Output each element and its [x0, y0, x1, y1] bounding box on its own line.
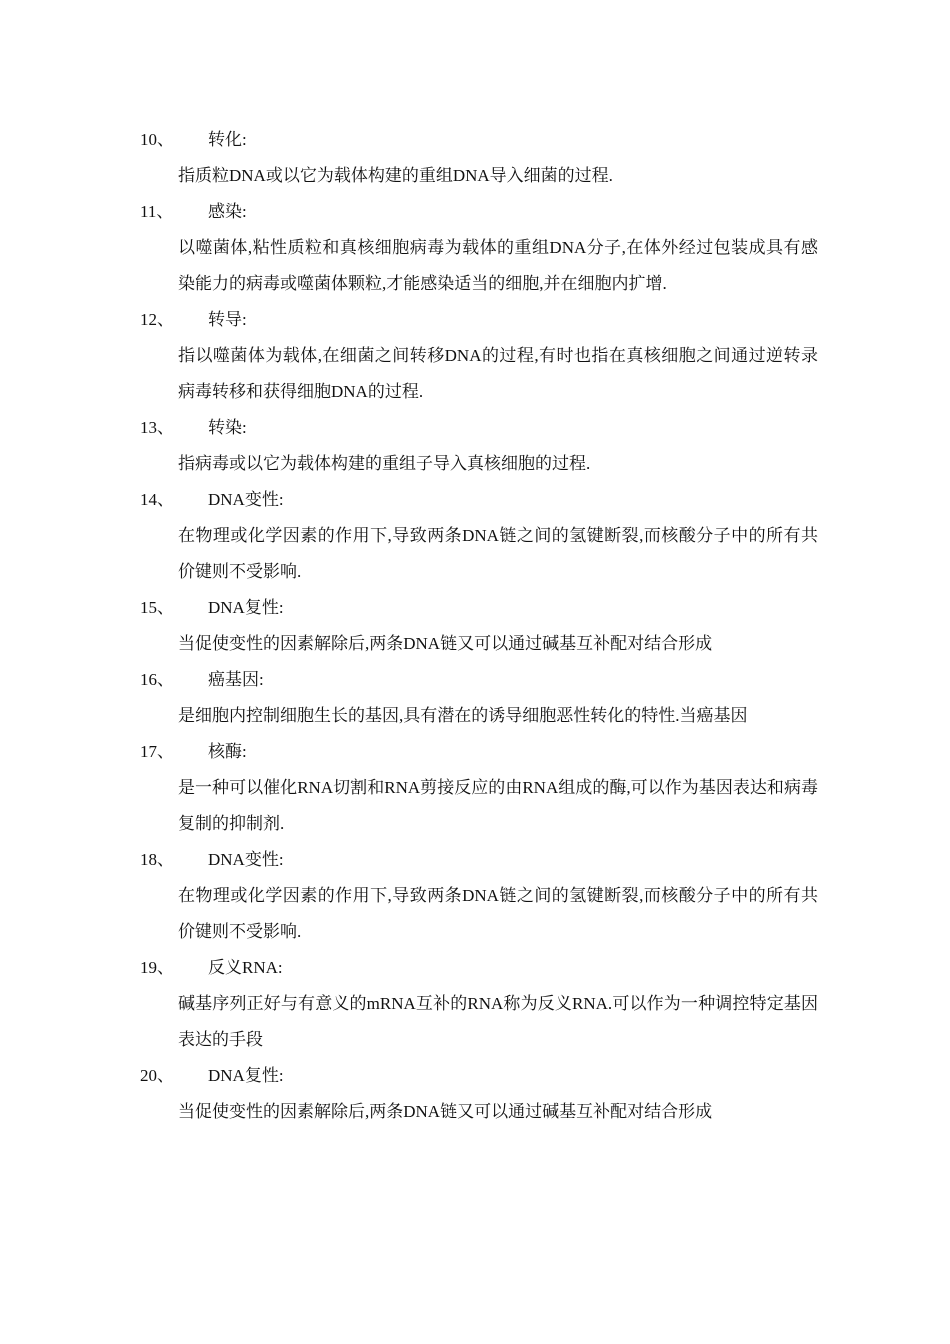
glossary-entry	[140, 410, 820, 482]
glossary-entry	[140, 734, 820, 842]
glossary-entry	[140, 302, 820, 410]
glossary-entry	[140, 122, 820, 194]
entry-number: 12、	[140, 310, 174, 329]
entry-definition: 是一种可以催化RNA切割和RNA剪接反应的由RNA组成的酶,可以作为基因表达和病毒复制的抑制剂.	[178, 778, 818, 833]
entry-number: 16、	[140, 670, 174, 689]
entry-term: DNA变性:	[208, 850, 284, 869]
glossary-entry	[140, 950, 820, 1058]
entry-number: 19、	[140, 958, 174, 977]
term-line	[140, 842, 820, 878]
entry-number: 13、	[140, 418, 174, 437]
glossary-entry	[140, 590, 820, 662]
entry-term: 感染:	[208, 202, 247, 221]
entry-definition: 当促使变性的因素解除后,两条DNA链又可以通过碱基互补配对结合形成	[178, 634, 713, 653]
entry-term: 核酶:	[208, 742, 247, 761]
term-line	[140, 590, 820, 626]
entry-term: 转染:	[208, 418, 247, 437]
glossary-entry	[140, 482, 820, 590]
term-line	[140, 1058, 820, 1094]
entry-number: 11、	[140, 202, 174, 221]
glossary-entry	[140, 194, 820, 302]
term-line	[140, 194, 820, 230]
entry-term: 转化:	[208, 130, 247, 149]
entry-definition: 当促使变性的因素解除后,两条DNA链又可以通过碱基互补配对结合形成	[178, 1102, 713, 1121]
entry-term: 反义RNA:	[208, 958, 283, 977]
entry-term: DNA复性:	[208, 1066, 284, 1085]
entry-number: 20、	[140, 1066, 174, 1085]
entry-definition: 指质粒DNA或以它为载体构建的重组DNA导入细菌的过程.	[178, 166, 613, 185]
entry-definition: 指以噬菌体为载体,在细菌之间转移DNA的过程,有时也指在真核细胞之间通过逆转录病毒转移和获得细胞DNA的过程.	[178, 346, 818, 401]
term-line	[140, 950, 820, 986]
entry-definition: 在物理或化学因素的作用下,导致两条DNA链之间的氢键断裂,而核酸分子中的所有共价键则不受影响.	[178, 886, 818, 941]
term-line	[140, 482, 820, 518]
term-line	[140, 410, 820, 446]
glossary-entry	[140, 1058, 820, 1130]
entry-definition: 碱基序列正好与有意义的mRNA互补的RNA称为反义RNA.可以作为一种调控特定基因表达的手段	[178, 994, 818, 1049]
entry-number: 10、	[140, 130, 174, 149]
entry-definition: 在物理或化学因素的作用下,导致两条DNA链之间的氢键断裂,而核酸分子中的所有共价键则不受影响.	[178, 526, 818, 581]
entry-term: DNA复性:	[208, 598, 284, 617]
term-line	[140, 122, 820, 158]
entry-term: 癌基因:	[208, 670, 264, 689]
entry-definition: 以噬菌体,粘性质粒和真核细胞病毒为载体的重组DNA分子,在体外经过包装成具有感染能力的病毒或噬菌体颗粒,才能感染适当的细胞,并在细胞内扩增.	[178, 238, 818, 293]
entry-definition: 是细胞内控制细胞生长的基因,具有潜在的诱导细胞恶性转化的特性.当癌基因	[178, 706, 748, 725]
glossary-entry	[140, 842, 820, 950]
entry-term: 转导:	[208, 310, 247, 329]
entry-number: 14、	[140, 490, 174, 509]
glossary-list	[140, 122, 820, 1130]
entry-number: 15、	[140, 598, 174, 617]
term-line	[140, 662, 820, 698]
entry-term: DNA变性:	[208, 490, 284, 509]
glossary-entry	[140, 662, 820, 734]
entry-number: 17、	[140, 742, 174, 761]
entry-number: 18、	[140, 850, 174, 869]
term-line	[140, 302, 820, 338]
entry-definition: 指病毒或以它为载体构建的重组子导入真核细胞的过程.	[178, 454, 591, 473]
term-line	[140, 734, 820, 770]
